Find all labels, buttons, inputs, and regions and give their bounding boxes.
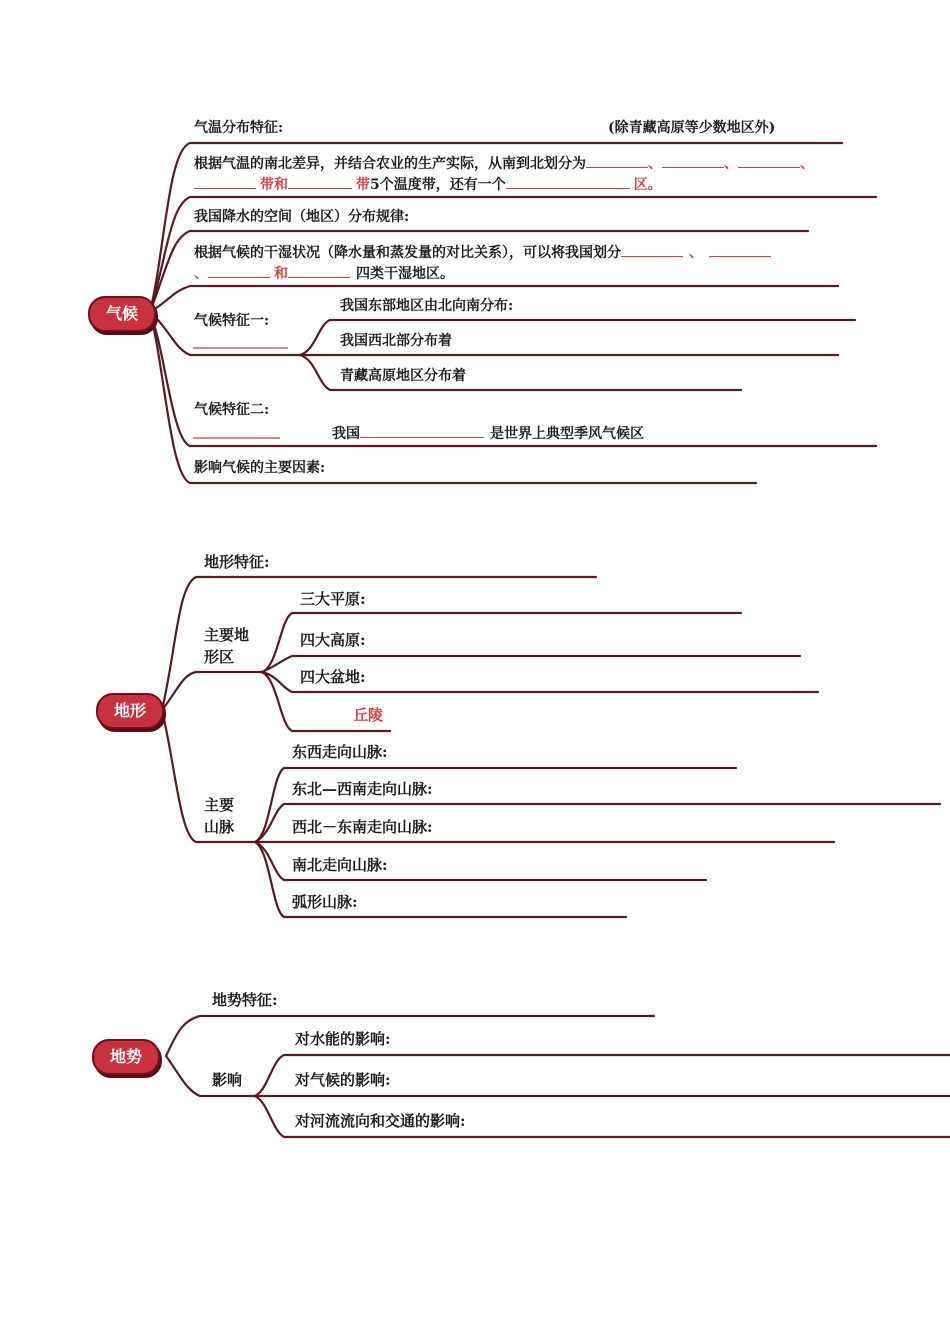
main-regions-label-2: 形区 [204, 648, 235, 666]
and-text: 和 [274, 266, 288, 282]
dry-wet-line-2 [194, 263, 454, 283]
river-traffic-influence: 对河流流向和交通的影响: [295, 1112, 466, 1130]
ns-mountains: 南北走向山脉: [292, 856, 388, 874]
main-mountains-label-2: 山脉 [204, 818, 235, 836]
temp-zones-line-1 [194, 153, 814, 173]
belt-suffix: 带 [356, 177, 370, 193]
separator: 、 [648, 156, 662, 172]
precipitation-label: 我国降水的空间（地区）分布规律: [194, 209, 410, 225]
dry-wet-text: 根据气候的干湿状况（降水量和蒸发量的对比关系），可以将我国划分 [194, 245, 621, 261]
separator: 、 [689, 245, 703, 261]
climate-root-node: 气候 [88, 296, 156, 332]
district-blank[interactable] [506, 174, 630, 189]
zone-blank[interactable] [586, 153, 648, 168]
separator: 、 [724, 156, 738, 172]
terrain-root-node: 地形 [96, 693, 164, 729]
zone-blank[interactable] [194, 174, 256, 189]
zone-blank[interactable] [662, 153, 724, 168]
climate-factors-label: 影响气候的主要因素: [194, 460, 326, 476]
separator: 、 [194, 266, 208, 282]
ew-mountains: 东西走向山脉: [292, 743, 388, 761]
dry-wet-blank[interactable] [709, 242, 771, 257]
temp-zones-line-2 [194, 174, 662, 194]
main-mountains-label-1: 主要 [204, 796, 235, 814]
northwest-distribution: 我国西北部分布着 [340, 333, 452, 349]
dry-wet-line-1 [194, 242, 771, 262]
belt-count-text: 5个温度带，还有一个 [370, 177, 506, 193]
belt-and-text: 带和 [260, 177, 288, 193]
terrain-features-label: 地形特征: [204, 553, 270, 571]
four-basins: 四大盆地: [300, 668, 366, 686]
three-plains: 三大平原: [300, 590, 366, 608]
tibet-distribution: 青藏高原地区分布着 [340, 368, 466, 384]
nw-se-mountains: 西北－东南走向山脉: [292, 818, 433, 836]
climate-feature-2: 气候特征二: [194, 402, 270, 418]
separator: 、 [800, 156, 814, 172]
hydro-influence: 对水能的影响: [295, 1030, 391, 1048]
four-plateaus: 四大高原: [300, 631, 366, 649]
slope-features-label: 地势特征: [212, 991, 278, 1009]
zone-blank[interactable] [288, 174, 352, 189]
monsoon-line [332, 423, 644, 443]
dry-wet-blank[interactable] [621, 242, 683, 257]
arc-mountains: 弧形山脉: [292, 893, 358, 911]
monsoon-blank[interactable] [360, 423, 484, 438]
east-distribution: 我国东部地区由北向南分布: [340, 298, 514, 314]
climate-feature-1: 气候特征一: [194, 313, 270, 329]
dry-wet-blank[interactable] [288, 263, 350, 278]
four-types-text: 四类干湿地区。 [356, 266, 454, 282]
wo-guo-text: 我国 [332, 426, 360, 442]
ne-sw-mountains: 东北—西南走向山脉: [292, 780, 433, 798]
monsoon-text: 是世界上典型季风气候区 [490, 426, 644, 442]
influence-label: 影响 [212, 1071, 243, 1089]
dry-wet-blank[interactable] [208, 263, 270, 278]
hills-label: 丘陵 [353, 706, 384, 724]
climate-influence: 对气候的影响: [295, 1071, 391, 1089]
main-regions-label-1: 主要地 [204, 626, 250, 644]
temp-note: (除青藏高原等少数地区外) [608, 120, 776, 136]
temp-distribution-label: 气温分布特征: [194, 120, 284, 136]
temp-zones-text: 根据气温的南北差异，并结合农业的生产实际，从南到北划分为 [194, 156, 586, 172]
zone-blank[interactable] [738, 153, 800, 168]
slope-root-node: 地势 [92, 1039, 160, 1075]
district-text: 区。 [633, 177, 662, 193]
